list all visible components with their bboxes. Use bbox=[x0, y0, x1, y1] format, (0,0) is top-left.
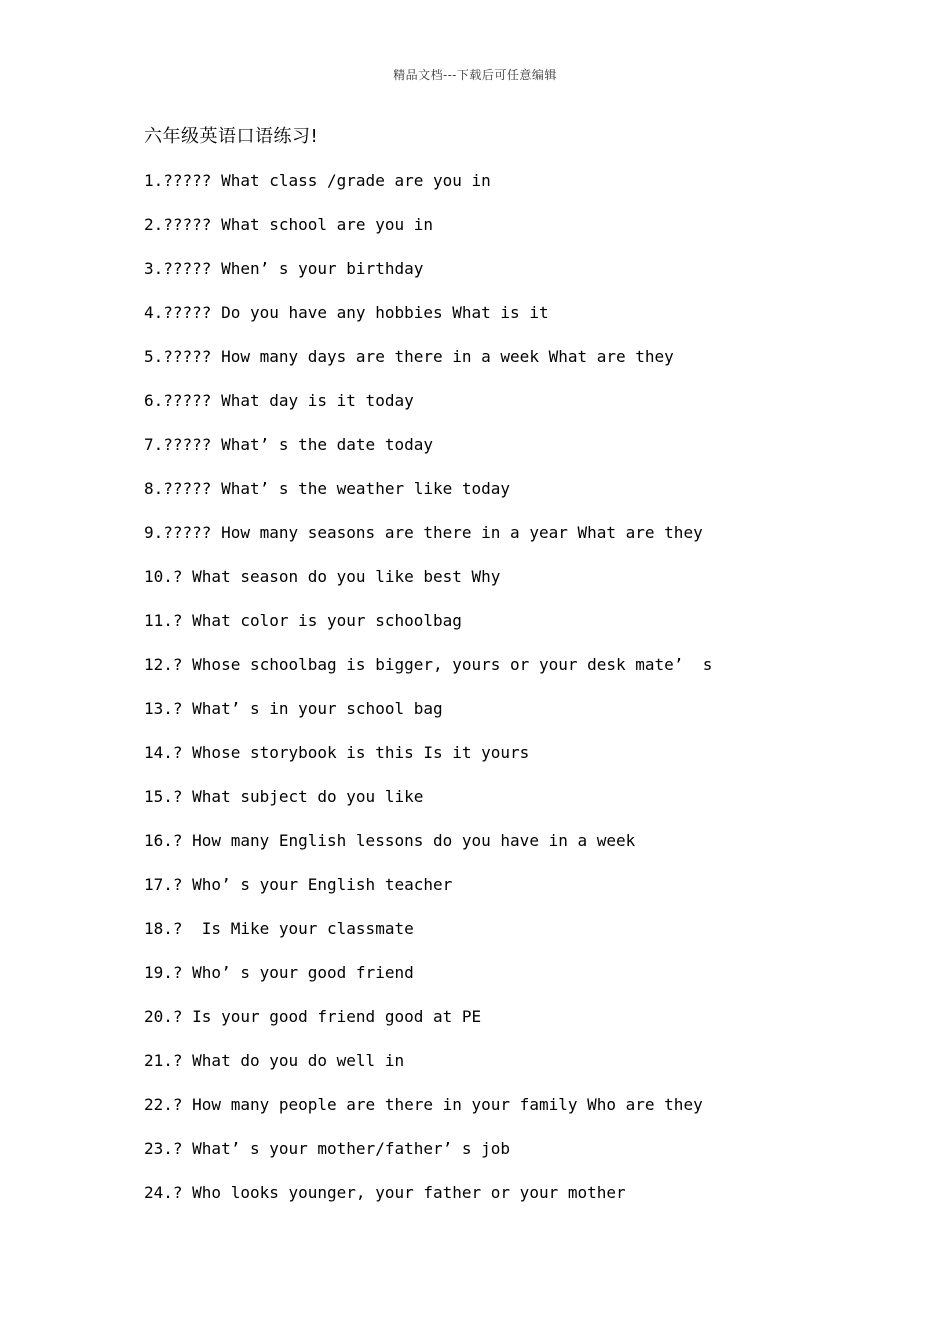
question-14: 14.? Whose storybook is this Is it yours bbox=[144, 743, 530, 762]
question-4: 4.????? Do you have any hobbies What is it bbox=[144, 303, 549, 322]
question-22: 22.? How many people are there in your family Who are they bbox=[144, 1095, 703, 1114]
question-3: 3.????? When’ s your birthday bbox=[144, 259, 424, 278]
question-19: 19.? Who’ s your good friend bbox=[144, 963, 414, 982]
question-10: 10.? What season do you like best Why bbox=[144, 567, 501, 586]
question-15: 15.? What subject do you like bbox=[144, 787, 424, 806]
document-title: 六年级英语口语练习! bbox=[144, 126, 319, 147]
question-20: 20.? Is your good friend good at PE bbox=[144, 1007, 482, 1026]
question-11: 11.? What color is your schoolbag bbox=[144, 611, 462, 630]
question-12: 12.? Whose schoolbag is bigger, yours or your desk mate’ s bbox=[144, 655, 713, 674]
question-5: 5.????? How many days are there in a week What are they bbox=[144, 347, 674, 366]
question-7: 7.????? What’ s the date today bbox=[144, 435, 433, 454]
question-list bbox=[144, 168, 904, 1224]
question-18: 18.? Is Mike your classmate bbox=[144, 919, 414, 938]
question-1: 1.????? What class /grade are you in bbox=[144, 171, 491, 190]
question-23: 23.? What’ s your mother/father’ s job bbox=[144, 1139, 511, 1158]
question-24: 24.? Who looks younger, your father or your mother bbox=[144, 1183, 626, 1202]
question-17: 17.? Who’ s your English teacher bbox=[144, 875, 453, 894]
question-21: 21.? What do you do well in bbox=[144, 1051, 405, 1070]
question-2: 2.????? What school are you in bbox=[144, 215, 433, 234]
question-6: 6.????? What day is it today bbox=[144, 391, 414, 410]
document-body bbox=[144, 124, 904, 1224]
question-16: 16.? How many English lessons do you have in a week bbox=[144, 831, 636, 850]
page-header: 精品文档---下载后可任意编辑 bbox=[393, 68, 557, 82]
question-9: 9.????? How many seasons are there in a year What are they bbox=[144, 523, 703, 542]
question-13: 13.? What’ s in your school bag bbox=[144, 699, 443, 718]
question-8: 8.????? What’ s the weather like today bbox=[144, 479, 511, 498]
